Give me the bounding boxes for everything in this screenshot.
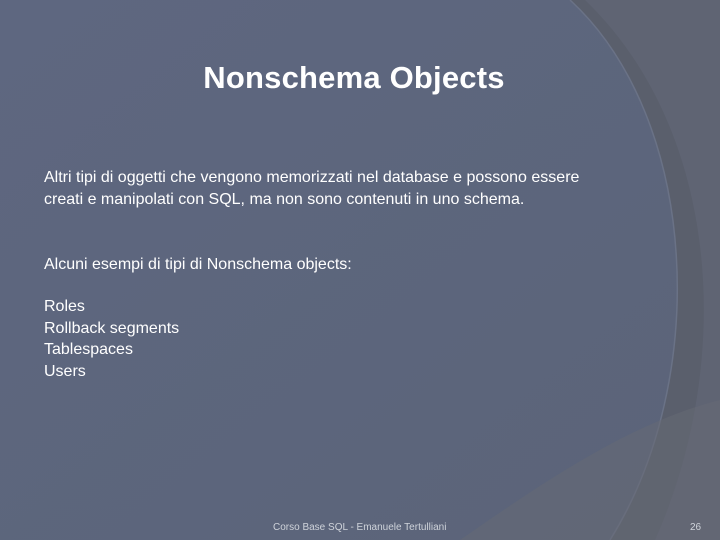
list-item: Roles bbox=[44, 298, 85, 315]
footer-text: Corso Base SQL - Emanuele Tertulliani bbox=[273, 522, 447, 533]
examples-list bbox=[44, 296, 179, 383]
list-item: Rollback segments bbox=[44, 319, 180, 337]
examples-heading: Alcuni esempi di tipi di Nonschema objects: bbox=[44, 256, 352, 273]
list-item: Users bbox=[44, 363, 86, 381]
intro-line-2: creati e manipolati con SQL, ma non sono contenuti in uno schema. bbox=[44, 191, 525, 208]
footer bbox=[0, 522, 720, 536]
list-item: Tablespaces bbox=[44, 341, 133, 359]
page-number: 26 bbox=[690, 522, 702, 533]
slide-title: Nonschema Objects bbox=[203, 60, 505, 95]
intro-line-1: Altri tipi di oggetti che vengono memorizzati nel database e possono essere bbox=[44, 169, 580, 186]
intro-paragraph bbox=[44, 167, 664, 211]
